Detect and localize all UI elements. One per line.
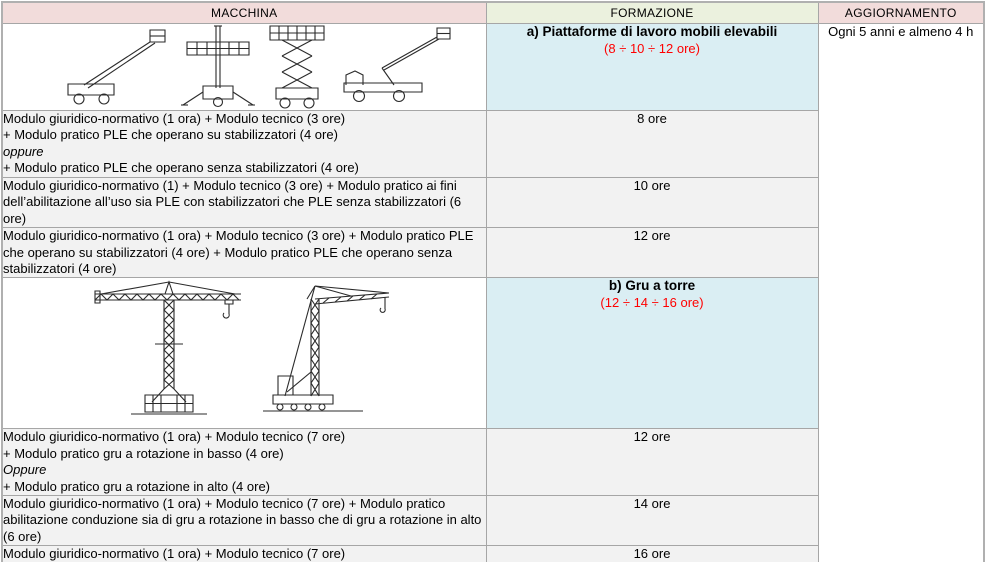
trailer-boom-lift-icon <box>68 30 165 104</box>
ple-drawings <box>3 24 486 109</box>
module-description-cell: Modulo giuridico-normativo (1 ora) + Modulo tecnico (7 ore) + Modulo pratico abilitazione conduzione sia di gru a rotazione in basso che di gru a rotazione in alto (6 ore) <box>2 496 486 546</box>
course-hours-cell: 12 ore <box>486 228 818 278</box>
module-line: + Modulo pratico gru a rotazione in alto (4 ore) <box>3 478 271 494</box>
group-b-title-cell <box>486 278 818 429</box>
module-description-cell <box>2 429 486 496</box>
tower-crane-icon <box>95 282 241 414</box>
update-requirement-text: Ogni 5 anni e almeno 4 h <box>828 24 974 39</box>
course-hours-cell: 16 ore <box>486 546 818 562</box>
crane-drawings-cell <box>2 278 486 429</box>
scissor-lift-icon <box>270 26 324 108</box>
group-title: a) Piattaforme di lavoro mobili elevabili <box>526 24 778 39</box>
update-requirement-cell <box>818 24 984 562</box>
group-hours-range: (12 ÷ 14 ÷ 16 ore) <box>600 295 704 311</box>
self-erecting-tower-crane-icon <box>263 286 389 411</box>
table-row <box>2 24 984 111</box>
module-line: + Modulo pratico PLE che operano senza stabilizzatori (4 ore) <box>3 160 359 176</box>
vertical-mast-lift-icon <box>181 26 255 107</box>
group-hours-range: (8 ÷ 10 ÷ 12 ore) <box>604 41 700 56</box>
column-header-aggiornamento: AGGIORNAMENTO <box>818 2 984 24</box>
group-a-title-cell <box>486 24 818 111</box>
module-description-cell: Modulo giuridico-normativo (1 ora) + Modulo tecnico (7 ore) <box>2 546 486 562</box>
module-line: Modulo giuridico-normativo (1 ora) + Modulo tecnico (3 ore) <box>3 111 346 126</box>
connector-word: oppure <box>3 143 44 159</box>
table-header-row <box>2 2 984 24</box>
group-title: b) Gru a torre <box>608 278 696 294</box>
ple-machine-drawings-cell <box>2 24 486 111</box>
training-requirements-table <box>1 1 985 562</box>
module-description-cell <box>2 111 486 178</box>
course-hours-cell: 8 ore <box>486 111 818 178</box>
truck-mounted-boom-lift-icon <box>344 28 450 102</box>
module-description-cell: Modulo giuridico-normativo (1 ora) + Modulo tecnico (3 ore) + Modulo pratico PLE che operano su stabilizzatori (4 ore) + Modulo pratico PLE che operano senza stabilizzatori (4 ore) <box>2 228 486 278</box>
column-header-formazione: FORMAZIONE <box>486 2 818 24</box>
course-hours-cell: 14 ore <box>486 496 818 546</box>
connector-word: Oppure <box>3 462 47 478</box>
module-description-cell: Modulo giuridico-normativo (1) + Modulo tecnico (3 ore) + Modulo pratico ai fini dell’abilitazione all’uso sia PLE con stabilizzatori che PLE senza stabilizzatori (6 ore) <box>2 178 486 228</box>
column-header-macchina: MACCHINA <box>2 2 486 24</box>
course-hours-cell: 12 ore <box>486 429 818 496</box>
module-line: + Modulo pratico PLE che operano su stabilizzatori (4 ore) <box>3 127 338 143</box>
course-hours-cell: 10 ore <box>486 178 818 228</box>
crane-drawings <box>3 278 486 428</box>
module-line: + Modulo pratico gru a rotazione in basso (4 ore) <box>3 445 284 461</box>
module-line: Modulo giuridico-normativo (1 ora) + Modulo tecnico (7 ore) <box>3 429 346 445</box>
